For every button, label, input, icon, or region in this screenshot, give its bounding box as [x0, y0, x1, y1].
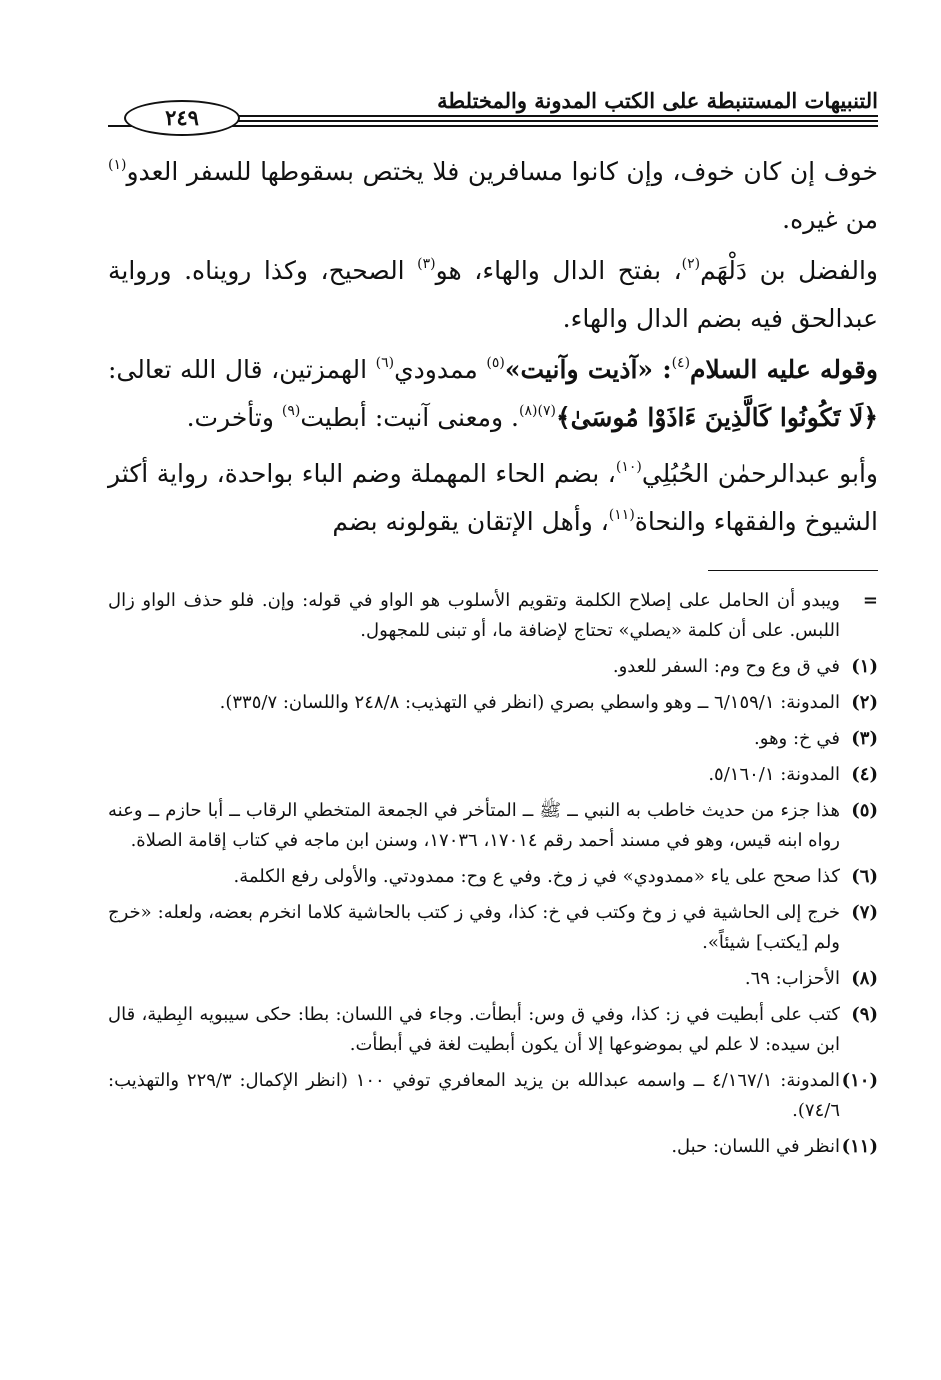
footnote — [108, 1000, 878, 1060]
quran-verse: ﴿لَا تَكُونُوا كَالَّذِينَ ءَاذَوْا مُوسَىٰ﴾ — [555, 403, 878, 432]
footnote-separator — [708, 570, 878, 571]
footnote-text: كذا صحح على ياء «ممدودي» في ز وخ. وفي ع وح: ممدودتي. والأولى رفع الكلمة. — [233, 866, 840, 887]
text-run: وتأخرت. — [186, 403, 282, 432]
footnote-mark: (٣) — [851, 728, 878, 749]
footnote — [108, 652, 878, 682]
paragraph-1 — [108, 150, 878, 241]
paragraph-2 — [108, 249, 878, 340]
paragraph-3 — [108, 348, 878, 444]
footnote-text: انظر في اللسان: حبل. — [671, 1136, 840, 1157]
footnote — [108, 796, 878, 856]
footnote-ref: (٦) — [375, 355, 395, 371]
page-number: ٢٤٩ — [124, 100, 240, 136]
footnote-mark: (٢) — [851, 692, 878, 713]
footnote-mark: (١) — [851, 656, 878, 677]
footnote-ref: (٥) — [486, 355, 505, 371]
footnote-ref: (٢) — [681, 256, 701, 272]
footnote-mark: (٤) — [851, 764, 878, 785]
footnote — [108, 724, 878, 754]
header-rule — [203, 120, 878, 122]
footnote-text: المدونة: ٦/١٥٩/١ ــ وهو واسطي بصري (انظر في التهذيب: ٢٤٨/٨ واللسان: ٣٣٥/٧). — [219, 692, 840, 713]
footnote-mark: (١٠) — [841, 1070, 878, 1091]
footnote-mark: (٥) — [851, 800, 878, 821]
footnote-mark: (٨) — [851, 968, 878, 989]
text-run: ، وأهل الإتقان يقولونه بضم — [332, 507, 609, 536]
footnote — [108, 898, 878, 958]
footnote-text: خرج إلى الحاشية في ز وخ وكتب في خ: كذا، وفي ز كتب بالحاشية كلاما انخرم بعضه، ولعله: «خرج ولم [يكتب] شيئاً». — [108, 902, 840, 953]
footnote — [108, 964, 878, 994]
footnote — [108, 1132, 878, 1162]
text-run: ، بفتح الدال والهاء، هو — [435, 256, 682, 285]
text-run: ، بضم الحاء المهملة وضم الباء بواحدة، رواية أكثر الشيوخ والفقهاء والنحاة — [108, 459, 878, 536]
text-run: الهمزتين، قال الله تعالى: — [108, 355, 376, 384]
footnote-mark: = — [862, 590, 878, 611]
text-run: الصحيح، وكذا رويناه. ورواية عبدالحق فيه بضم الدال والهاء. — [108, 256, 878, 333]
main-text — [108, 150, 878, 556]
footnote-mark: (١١) — [841, 1136, 878, 1157]
text-run: من غيره. — [782, 205, 878, 234]
footnote-mark: (٦) — [851, 866, 878, 887]
footnote-ref: (١١) — [608, 507, 635, 523]
footnote — [108, 760, 878, 790]
text-run: وأبو عبدالرحمٰن الحُبُلِي — [641, 459, 878, 488]
footnote-ref: (٩) — [281, 403, 301, 419]
running-header — [108, 82, 878, 132]
footnote-text: المدونة: ٤/١٦٧/١ ــ واسمه عبدالله بن يزيد المعافري توفي ١٠٠ (انظر الإكمال: ٢٢٩/٣ والتهذيب: ٧٤/٦). — [108, 1070, 841, 1121]
paragraph-4 — [108, 452, 878, 548]
footnote-ref: (٤) — [671, 355, 691, 371]
header-rule — [203, 115, 878, 117]
text-run: والفضل بن دَلْهَم — [700, 256, 878, 285]
text-run: : «آذيت وآنيت» — [504, 355, 672, 384]
footnote-ref: (٧)(٨) — [519, 403, 556, 419]
footnote — [108, 862, 878, 892]
footnote-mark: (٧) — [851, 902, 878, 923]
footnote-text: ويبدو أن الحامل على إصلاح الكلمة وتقويم الأسلوب هو الواو في قوله: وإن. فلو حذف الواو زال اللبس. على أن كلمة «يصلي» تحتاج لإضافة ما، أو تبنى للمجهول. — [108, 590, 840, 641]
footnote-mark: (٩) — [851, 1004, 878, 1025]
footnote — [108, 688, 878, 718]
footnotes — [108, 586, 878, 1168]
footnote — [108, 586, 878, 646]
footnote-ref: (١) — [108, 157, 127, 173]
footnote-ref: (٣) — [417, 256, 436, 272]
footnote-ref: (١٠) — [615, 459, 642, 475]
footnote-text: الأحزاب: ٦٩. — [744, 968, 840, 989]
footnote — [108, 1066, 878, 1126]
header-title: التنبيهات المستنبطة على الكتب المدونة والمختلطة — [437, 88, 878, 113]
footnote-text: كتب على أبطيت في ز: كذا، وفي ق وس: أبطأت. وجاء في اللسان: بطا: حكى سيبويه البِطية، قال ابن سيده: لا علم لي بموضوعها إلا أن يكون أبطيت لغة في أبطأت. — [108, 1004, 840, 1055]
footnote-text: المدونة: ٥/١٦٠/١. — [708, 764, 840, 785]
text-run: ممدودي — [394, 355, 487, 384]
footnote-text: هذا جزء من حديث خاطب به النبي ــ ﷺ ــ المتأخر في الجمعة المتخطي الرقاب ــ أبا حازم ــ وعنه رواه ابنه قيس، وهو في مسند أحمد رقم ١٧٠١٤، ١٧٠٣٦، وسنن ابن ماجه في كتاب إقامة الصلاة. — [108, 800, 840, 851]
text-run: . ومعنى آنيت: أبطيت — [300, 403, 519, 432]
text-run: خوف إن كان خوف، وإن كانوا مسافرين فلا يختص بسقوطها للسفر العدو — [126, 157, 878, 186]
text-run: وقوله عليه السلام — [690, 355, 878, 384]
footnote-text: في ق وع وح وم: السفر للعدو. — [612, 656, 840, 677]
footnote-text: في خ: وهو. — [754, 728, 840, 749]
